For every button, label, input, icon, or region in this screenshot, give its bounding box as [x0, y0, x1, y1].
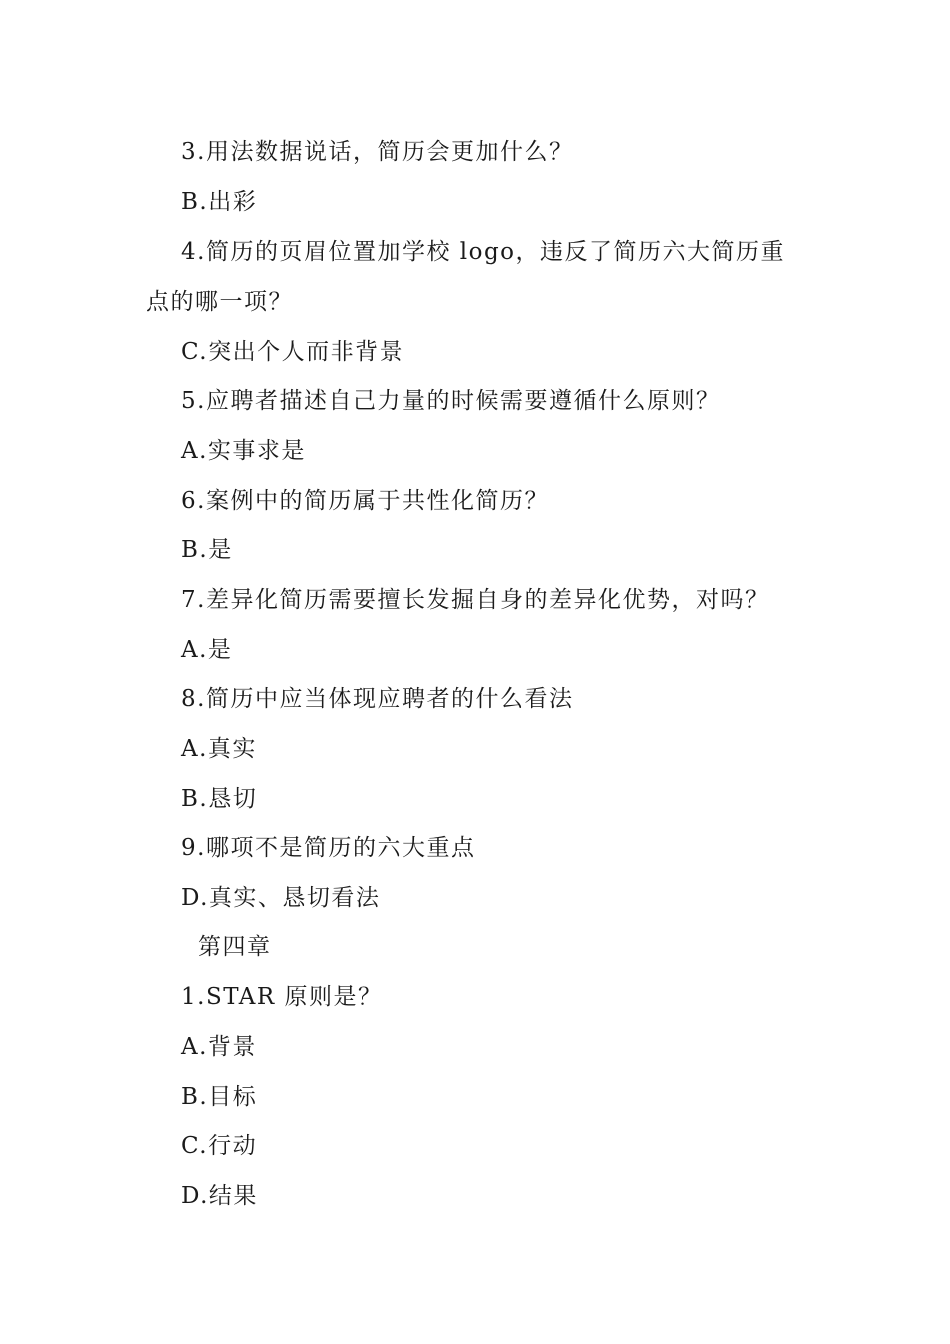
- question-3: 3.用法数据说话，简历会更加什么？: [181, 139, 574, 165]
- question-5: 5.应聘者描述自己力量的时候需要遵循什么原则？: [181, 388, 721, 414]
- question-8: 8.简历中应当体现应聘者的什么看法: [181, 686, 574, 712]
- question-4-continued: 点的哪一项？: [146, 289, 293, 315]
- question-4: 4.简历的页眉位置加学校 logo，违反了简历六大简历重: [181, 239, 786, 265]
- answer-8-a: A.真实: [181, 736, 257, 762]
- chapter4-answer-c: C.行动: [181, 1133, 258, 1159]
- answer-3: B.出彩: [181, 189, 258, 215]
- answer-5: A.实事求是: [181, 438, 306, 464]
- answer-9: D.真实、恳切看法: [181, 885, 381, 911]
- chapter4-answer-a: A.背景: [181, 1034, 257, 1060]
- chapter-heading: 第四章: [198, 934, 272, 960]
- chapter4-answer-d: D.结果: [181, 1183, 258, 1209]
- answer-8-b: B.恳切: [181, 786, 258, 812]
- answer-7: A.是: [181, 637, 233, 663]
- chapter4-question-1: 1.STAR 原则是？: [181, 984, 383, 1010]
- chapter4-answer-b: B.目标: [181, 1084, 258, 1110]
- answer-6: B.是: [181, 537, 233, 563]
- question-9: 9.哪项不是简历的六大重点: [181, 835, 476, 861]
- answer-4: C.突出个人而非背景: [181, 339, 405, 365]
- question-7: 7.差异化简历需要擅长发掘自身的差异化优势，对吗？: [181, 587, 770, 613]
- question-6: 6.案例中的简历属于共性化简历？: [181, 488, 549, 514]
